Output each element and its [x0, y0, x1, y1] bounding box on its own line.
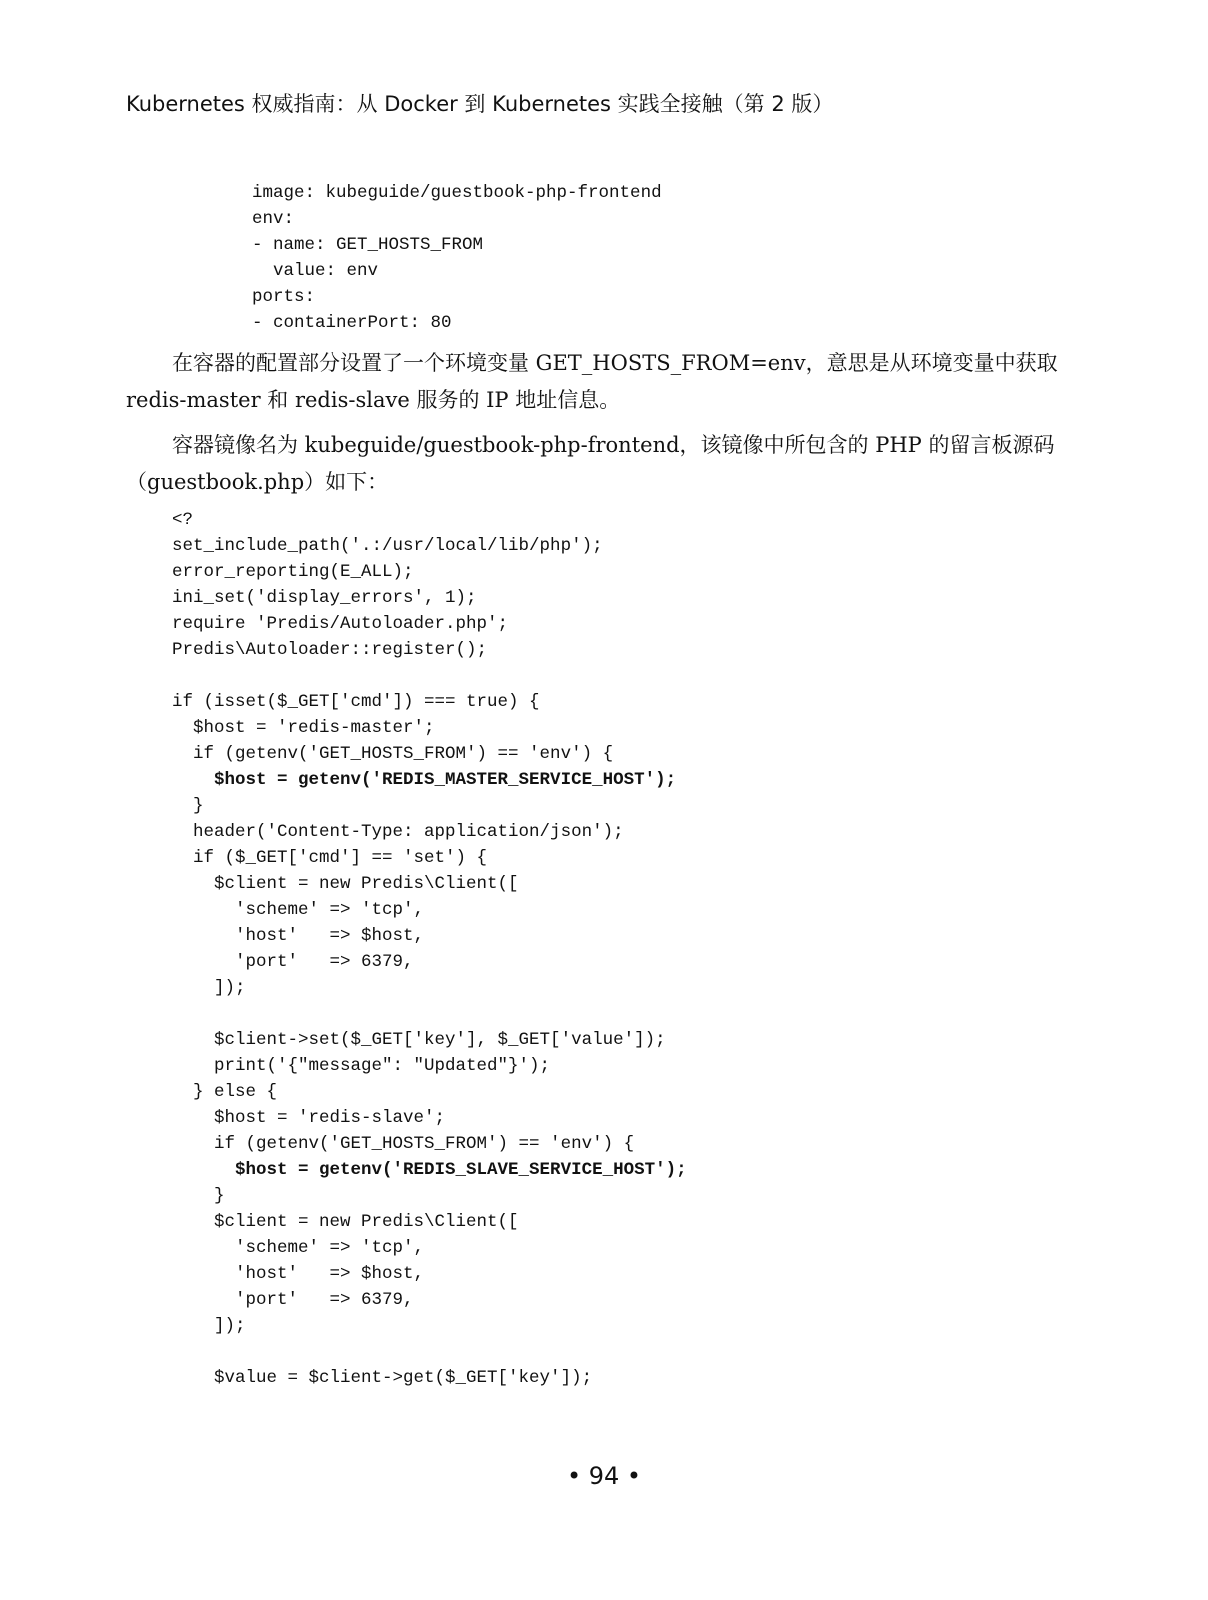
code-line-highlighted: $host = getenv('REDIS_MASTER_SERVICE_HOST'); — [172, 770, 677, 790]
code-line: 'scheme' => 'tcp', — [172, 900, 425, 920]
code-line: 'host' => $host, — [172, 926, 425, 946]
php-code-block — [172, 507, 687, 1391]
code-line-blank — [172, 1001, 687, 1027]
code-line: if ($_GET['cmd'] == 'set') { — [172, 848, 488, 868]
code-line: $value = $client->get($_GET['key']); — [172, 1368, 593, 1388]
code-line: ]); — [172, 1316, 246, 1336]
code-line: if (isset($_GET['cmd']) === true) { — [172, 692, 540, 712]
code-line: require 'Predis/Autoloader.php'; — [172, 614, 509, 634]
code-line: - name: GET_HOSTS_FROM — [252, 235, 484, 255]
code-line: } — [172, 796, 204, 816]
code-line-blank — [172, 663, 687, 689]
code-line: } — [172, 1186, 225, 1206]
code-line: 'host' => $host, — [172, 1264, 425, 1284]
running-header: Kubernetes 权威指南：从 Docker 到 Kubernetes 实践全接触（第 2 版） — [126, 92, 834, 116]
code-line: <? — [172, 510, 194, 530]
code-line: 'port' => 6379, — [172, 1290, 414, 1310]
code-line: ]); — [172, 978, 246, 998]
code-line: value: env — [252, 261, 379, 281]
code-line: print('{"message": "Updated"}'); — [172, 1056, 551, 1076]
code-line: header('Content-Type: application/json'); — [172, 822, 624, 842]
body-paragraph — [126, 345, 1090, 419]
code-line: if (getenv('GET_HOSTS_FROM') == 'env') { — [172, 1134, 635, 1154]
code-line: 'scheme' => 'tcp', — [172, 1238, 425, 1258]
code-line: set_include_path('.:/usr/local/lib/php'); — [172, 536, 603, 556]
page-number: • 94 • — [566, 1462, 642, 1490]
code-line-blank — [172, 1339, 687, 1365]
paragraph-text: 容器镜像名为 kubeguide/guestbook-php-frontend，该镜像中所包含的 PHP 的留言板源码（guestbook.php）如下： — [126, 433, 1055, 494]
code-line: } else { — [172, 1082, 278, 1102]
code-line: error_reporting(E_ALL); — [172, 562, 414, 582]
code-line: $host = 'redis-master'; — [172, 718, 435, 738]
code-line: - containerPort: 80 — [252, 313, 452, 333]
code-line: if (getenv('GET_HOSTS_FROM') == 'env') { — [172, 744, 614, 764]
code-line: env: — [252, 209, 295, 229]
code-line: $client->set($_GET['key'], $_GET['value']); — [172, 1030, 666, 1050]
code-line: $host = 'redis-slave'; — [172, 1108, 446, 1128]
yaml-code-block — [252, 180, 662, 336]
code-line: ini_set('display_errors', 1); — [172, 588, 477, 608]
code-line: $client = new Predis\Client([ — [172, 1212, 519, 1232]
body-paragraph — [126, 427, 1090, 501]
paragraph-text: 在容器的配置部分设置了一个环境变量 GET_HOSTS_FROM=env，意思是从环境变量中获取 redis-master 和 redis-slave 服务的 IP 地址信息。 — [126, 351, 1058, 412]
code-line-highlighted: $host = getenv('REDIS_SLAVE_SERVICE_HOST'); — [172, 1160, 687, 1180]
code-line: Predis\Autoloader::register(); — [172, 640, 488, 660]
code-line: $client = new Predis\Client([ — [172, 874, 519, 894]
code-line: ports: — [252, 287, 316, 307]
code-line: 'port' => 6379, — [172, 952, 414, 972]
code-line: image: kubeguide/guestbook-php-frontend — [252, 183, 662, 203]
